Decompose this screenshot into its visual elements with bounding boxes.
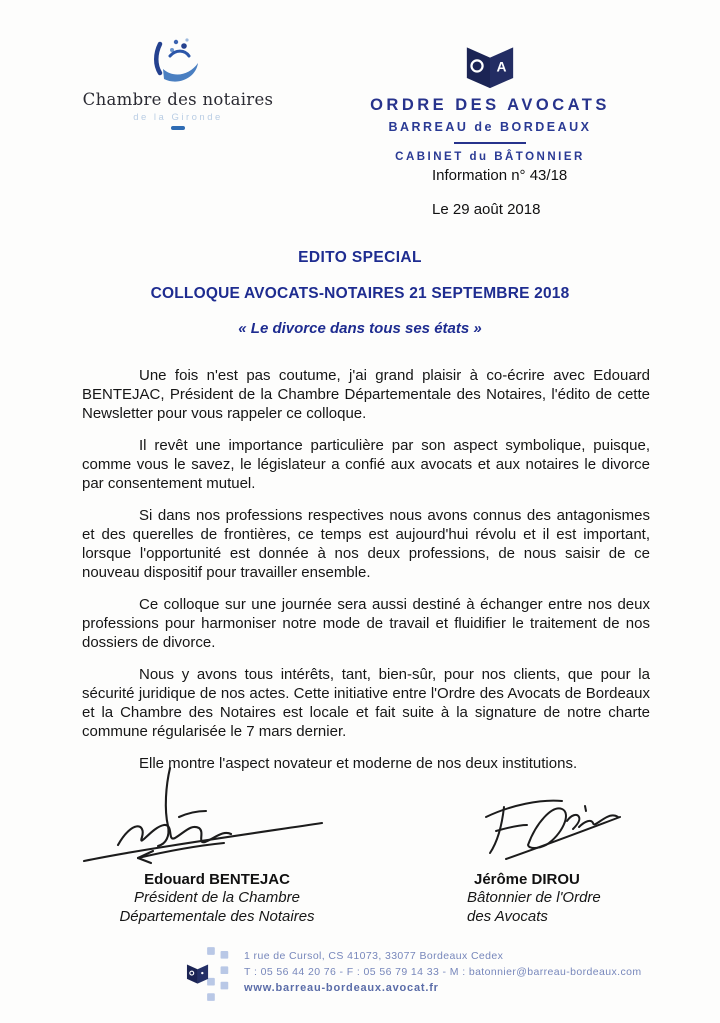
title-edito-special: EDITO SPECIAL: [298, 249, 422, 266]
notaires-logo-block: [78, 36, 278, 130]
avocats-order-title: ORDRE DES AVOCATS: [370, 96, 610, 114]
footer-contacts: T : 05 56 44 20 76 - F : 05 56 79 14 33 - M : batonnier@barreau-bordeaux.com: [244, 966, 642, 978]
title-colloque: COLLOQUE AVOCATS-NOTAIRES 21 SEPTEMBRE 2018: [150, 285, 570, 302]
footer-text: [244, 944, 642, 997]
avocats-divider: [454, 142, 526, 144]
paragraph-3: Si dans nos professions respectives nous avons connus des antagonismes et des querelles de frontières, ce temps est aujourd'hui révolu et il est important, lorsque l'opportunité est donnée à nos deux professions, de nous saisir de ce nouveau dispositif pour travailler ensemble.: [82, 507, 650, 581]
signatory-left-name: Edouard BENTEJAC: [144, 871, 290, 888]
paragraph-4: Ce colloque sur une journée sera aussi destiné à échanger entre nos deux professions pour harmoniser notre mode de travail et fluidifier le traitement de nos dossiers de divorce.: [82, 596, 650, 651]
signatory-left-role-1: Président de la Chambre: [134, 889, 300, 906]
signature-dirou: [466, 787, 628, 869]
avocats-logo-block: [362, 40, 618, 163]
titles-block: [0, 249, 720, 337]
info-date: Le 29 août 2018: [432, 201, 541, 218]
signatory-right-name: Jérôme DIROU: [474, 871, 580, 888]
avocats-cabinet-title: CABINET du BÂTONNIER: [395, 151, 585, 163]
info-block: [432, 167, 567, 235]
avocats-barreau-title: BARREAU de BORDEAUX: [388, 120, 592, 134]
footer-website: www.barreau-bordeaux.avocat.fr: [244, 982, 439, 994]
footer-address: 1 rue de Cursol, CS 41073, 33077 Bordeaux Cedex: [244, 950, 504, 962]
signatory-right-role-2: des Avocats: [467, 908, 548, 925]
title-subject-quote: « Le divorce dans tous ses états »: [238, 320, 482, 337]
signature-bentejac: [82, 765, 332, 867]
notaires-logo-icon: [143, 36, 213, 88]
notaires-name: Chambre des notaires: [82, 90, 274, 109]
signatory-left: [82, 871, 352, 926]
info-number: Information n° 43/18: [432, 167, 568, 184]
oa-logo-letter-a: A: [496, 58, 507, 75]
signatures-block: [82, 765, 650, 945]
signatory-left-role-2: Départementale des Notaires: [119, 908, 315, 925]
oa-book-logo-icon: [461, 40, 519, 90]
notaires-subtitle: de la Gironde: [133, 112, 223, 123]
paragraph-5: Nous y avons tous intérêts, tant, bien-sûr, pour nos clients, que pour la sécurité juridique de nos actes. Cette initiative entre l'Ordre des Avocats de Bordeaux et la Chambre des Notaires est locale et fait suite à la signature de notre charte commune régularisée le 7 mars dernier.: [82, 666, 650, 740]
notaires-dash: [171, 126, 185, 130]
letter-body: [82, 366, 650, 786]
footer-block: [186, 944, 642, 1004]
paragraph-2: Il revêt une importance particulière par son aspect symbolique, puisque, comme vous le savez, le législateur a confié aux avocats et aux notaires le divorce par consentement mutuel.: [82, 437, 650, 492]
signatory-right-role-1: Bâtonnier de l'Ordre: [467, 889, 601, 906]
footer-oa-logo-icon: [186, 946, 234, 1004]
signatory-right: [467, 871, 697, 926]
paragraph-6: Elle montre l'aspect novateur et moderne de nos deux institutions.: [139, 755, 578, 772]
paragraph-1: Une fois n'est pas coutume, j'ai grand plaisir à co-écrire avec Edouard BENTEJAC, Président de la Chambre Départementale des Notaires, l'édito de cette Newsletter pour vous rappeler ce colloque.: [82, 367, 650, 422]
